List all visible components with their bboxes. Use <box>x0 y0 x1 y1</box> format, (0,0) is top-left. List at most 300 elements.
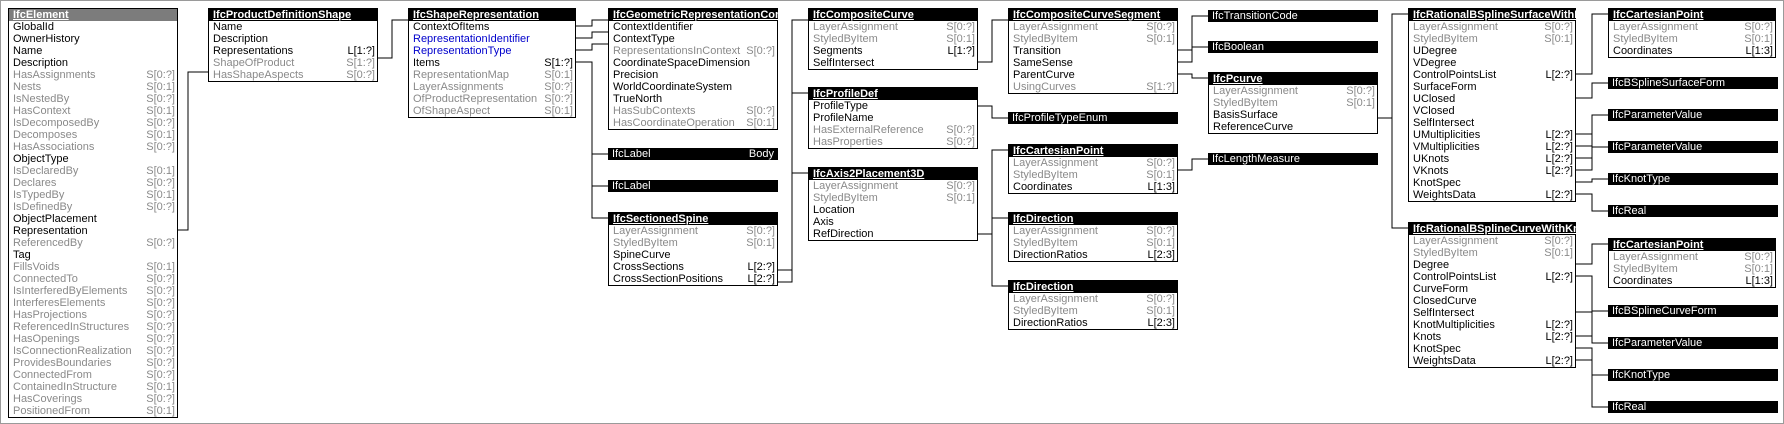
attribute-name: VMultiplicities <box>1413 141 1480 153</box>
attribute-cardinality <box>771 69 775 81</box>
attribute-name: Transition <box>1013 45 1061 57</box>
attribute-row[interactable] <box>9 153 177 165</box>
attribute-row[interactable] <box>809 45 977 57</box>
attribute-name: LayerAssignment <box>813 180 898 192</box>
attribute-row[interactable] <box>1009 69 1177 81</box>
attribute-cardinality: S[0:?] <box>1744 251 1773 263</box>
attribute-name: OwnerHistory <box>13 33 80 45</box>
attribute-row[interactable] <box>9 21 177 33</box>
attribute-row[interactable] <box>9 273 177 285</box>
type-box-real-1[interactable] <box>1608 205 1778 217</box>
attribute-name: StyledByItem <box>1013 237 1078 249</box>
entity-ifc-sectioned-spine[interactable] <box>608 212 778 286</box>
attribute-row[interactable] <box>9 225 177 237</box>
attribute-row[interactable] <box>9 129 177 141</box>
attribute-cardinality <box>171 153 175 165</box>
attribute-row[interactable] <box>9 189 177 201</box>
attribute-cardinality: S[0:?] <box>746 225 775 237</box>
attribute-cardinality <box>1569 117 1573 129</box>
type-name: IfcParameterValue <box>1612 141 1703 153</box>
attribute-row[interactable] <box>9 345 177 357</box>
attribute-cardinality: S[1:?] <box>544 57 573 69</box>
attribute-cardinality: S[0:?] <box>946 136 975 148</box>
attribute-name: RepresentationsInContext <box>613 45 741 57</box>
attribute-cardinality <box>171 249 175 261</box>
attribute-name: WeightsData <box>1413 189 1476 201</box>
entity-ifc-product-definition-shape[interactable] <box>208 8 378 82</box>
attribute-row[interactable] <box>9 357 177 369</box>
attribute-row[interactable] <box>9 141 177 153</box>
attribute-name: PositionedFrom <box>13 405 91 417</box>
attribute-row[interactable] <box>609 249 777 261</box>
attribute-row[interactable] <box>1009 225 1177 237</box>
attribute-row[interactable] <box>1409 93 1575 105</box>
attribute-cardinality <box>1569 57 1573 69</box>
attribute-name: RepresentationType <box>413 45 512 57</box>
attribute-row[interactable] <box>1409 117 1575 129</box>
attribute-name: ParentCurve <box>1013 69 1075 81</box>
attribute-row[interactable] <box>409 45 575 57</box>
attribute-row[interactable] <box>1409 319 1575 331</box>
attribute-name: TrueNorth <box>613 93 663 105</box>
attribute-row[interactable] <box>609 225 777 237</box>
attribute-name: Representations <box>213 45 294 57</box>
attribute-name: ShapeOfProduct <box>213 57 295 69</box>
attribute-row[interactable] <box>1409 165 1575 177</box>
attribute-row[interactable] <box>1409 355 1575 367</box>
attribute-row[interactable] <box>9 309 177 321</box>
type-name: IfcBoolean <box>1212 41 1264 53</box>
attribute-row[interactable] <box>1409 33 1575 45</box>
attribute-cardinality: S[0:1] <box>1346 97 1375 109</box>
attribute-cardinality: S[0:?] <box>146 309 175 321</box>
attribute-name: LayerAssignment <box>1013 225 1098 237</box>
attribute-row[interactable] <box>9 57 177 69</box>
attribute-name: StyledByItem <box>813 33 878 45</box>
attribute-cardinality: S[0:?] <box>946 21 975 33</box>
type-box-boolean[interactable] <box>1208 41 1378 53</box>
attribute-cardinality: S[0:1] <box>746 117 775 129</box>
attribute-cardinality: S[0:?] <box>1146 21 1175 33</box>
attribute-cardinality <box>971 100 975 112</box>
attribute-name: RefDirection <box>813 228 874 240</box>
attribute-cardinality: S[0:?] <box>146 393 175 405</box>
attribute-row[interactable] <box>609 21 777 33</box>
entity-ifc-profile-def[interactable] <box>808 87 978 149</box>
attribute-row[interactable] <box>9 81 177 93</box>
attribute-row[interactable] <box>9 261 177 273</box>
attribute-row[interactable] <box>1009 305 1177 317</box>
attribute-cardinality <box>971 216 975 228</box>
attribute-row[interactable] <box>1409 129 1575 141</box>
attribute-row[interactable] <box>409 105 575 117</box>
attribute-name: IsInterferedByElements <box>13 285 128 297</box>
entity-ifc-rational-bspline-surface-with-knots[interactable] <box>1408 8 1606 202</box>
attribute-cardinality: S[0:?] <box>146 141 175 153</box>
attribute-cardinality: S[0:1] <box>146 405 175 417</box>
attribute-row[interactable] <box>809 124 977 136</box>
type-name: IfcTransitionCode <box>1212 10 1298 22</box>
attribute-name: SelfIntersect <box>1413 307 1475 319</box>
attribute-row[interactable] <box>809 192 977 204</box>
attribute-name: OfShapeAspect <box>413 105 491 117</box>
attribute-row[interactable] <box>409 21 575 33</box>
attribute-name: SelfIntersect <box>813 57 875 69</box>
attribute-name: UsingCurves <box>1013 81 1076 93</box>
attribute-cardinality: S[0:?] <box>146 357 175 369</box>
attribute-cardinality <box>171 57 175 69</box>
attribute-row[interactable] <box>609 45 777 57</box>
entity-ifc-cartesian-point3[interactable] <box>1608 238 1776 288</box>
attribute-row[interactable] <box>9 69 177 81</box>
attribute-row[interactable] <box>1409 259 1575 271</box>
attribute-name: UMultiplicities <box>1413 129 1481 141</box>
attribute-cardinality: L[2:?] <box>1545 69 1573 81</box>
attribute-row[interactable] <box>1609 45 1775 57</box>
attribute-row[interactable] <box>1209 85 1377 97</box>
attribute-cardinality: S[0:?] <box>146 345 175 357</box>
attribute-name: LayerAssignment <box>1413 21 1498 33</box>
attribute-cardinality: S[0:1] <box>146 189 175 201</box>
attribute-cardinality: S[0:1] <box>946 192 975 204</box>
attribute-row[interactable] <box>609 69 777 81</box>
attribute-name: KnotMultiplicities <box>1413 319 1495 331</box>
attribute-name: LayerAssignment <box>1013 157 1098 169</box>
attribute-name: CurveForm <box>1413 283 1469 295</box>
attribute-name: LayerAssignment <box>1013 21 1098 33</box>
attribute-name: Axis <box>813 216 834 228</box>
attribute-row[interactable] <box>9 369 177 381</box>
entity-ifc-composite-curve[interactable] <box>808 8 978 70</box>
type-box-length-measure[interactable] <box>1208 153 1378 165</box>
entity-title: IfcRationalBSplineCurveWithKnots <box>1409 223 1575 235</box>
attribute-name: LayerAssignment <box>1213 85 1298 97</box>
attribute-row[interactable] <box>809 228 977 240</box>
entity-title: IfcGeometricRepresentationContext <box>609 9 777 21</box>
attribute-name: VDegree <box>1413 57 1457 69</box>
type-box-bspline-curve-form[interactable] <box>1608 305 1778 317</box>
type-box-knot-type-1[interactable] <box>1608 173 1778 185</box>
attribute-cardinality <box>771 57 775 69</box>
type-box-parameter-value-2[interactable] <box>1608 141 1778 153</box>
attribute-row[interactable] <box>1409 283 1575 295</box>
attribute-row[interactable] <box>1409 331 1575 343</box>
attribute-name: InterferesElements <box>13 297 106 309</box>
attribute-row[interactable] <box>1409 177 1575 189</box>
entity-ifc-cartesian-point2[interactable] <box>1608 8 1776 58</box>
attribute-row[interactable] <box>9 105 177 117</box>
attribute-cardinality: S[0:1] <box>146 381 175 393</box>
attribute-row[interactable] <box>609 273 777 285</box>
attribute-row[interactable] <box>1009 157 1177 169</box>
attribute-name: CoordinateSpaceDimension <box>613 57 750 69</box>
attribute-row[interactable] <box>609 237 777 249</box>
attribute-row[interactable] <box>1009 181 1177 193</box>
attribute-row[interactable] <box>409 33 575 45</box>
entity-title: IfcCompositeCurve <box>809 9 977 21</box>
attribute-row[interactable] <box>1609 251 1775 263</box>
attribute-row[interactable] <box>9 177 177 189</box>
attribute-row[interactable] <box>9 33 177 45</box>
type-box-transition-code[interactable] <box>1208 10 1378 22</box>
attribute-name: Name <box>13 45 43 57</box>
attribute-row[interactable] <box>609 57 777 69</box>
attribute-row[interactable] <box>809 112 977 124</box>
attribute-name: Location <box>813 204 855 216</box>
attribute-cardinality: L[2:3] <box>1147 249 1175 261</box>
type-box-parameter-value-3[interactable] <box>1608 337 1778 349</box>
attribute-row[interactable] <box>409 81 575 93</box>
entity-ifc-direction2[interactable] <box>1008 280 1178 330</box>
attribute-row[interactable] <box>1209 97 1377 109</box>
attribute-name: GlobalId <box>13 21 54 33</box>
attribute-row[interactable] <box>9 405 177 417</box>
type-name: IfcLabel <box>612 180 651 192</box>
type-name: IfcKnotType <box>1612 369 1671 381</box>
attribute-name: StyledByItem <box>813 192 878 204</box>
type-box-knot-type-2[interactable] <box>1608 369 1778 381</box>
attribute-name: ProfileName <box>813 112 874 124</box>
attribute-name: ProfileType <box>813 100 869 112</box>
entity-title: IfcAxis2Placement3D <box>809 168 977 180</box>
attribute-row[interactable] <box>9 333 177 345</box>
attribute-row[interactable] <box>9 381 177 393</box>
attribute-row[interactable] <box>9 249 177 261</box>
attribute-row[interactable] <box>409 57 575 69</box>
attribute-cardinality: S[0:?] <box>946 124 975 136</box>
attribute-row[interactable] <box>1009 237 1177 249</box>
entity-title: IfcProfileDef <box>809 88 977 100</box>
attribute-cardinality: S[0:?] <box>1744 21 1773 33</box>
attribute-row[interactable] <box>1009 293 1177 305</box>
entity-ifc-rational-bspline-curve-with-knots[interactable] <box>1408 222 1597 368</box>
attribute-name: LayerAssignment <box>813 21 898 33</box>
attribute-row[interactable] <box>9 393 177 405</box>
entity-ifc-cartesian-point1[interactable] <box>1008 144 1178 194</box>
attribute-name: Name <box>213 21 243 33</box>
attribute-row[interactable] <box>9 117 177 129</box>
attribute-row[interactable] <box>1009 249 1177 261</box>
attribute-row[interactable] <box>1409 153 1575 165</box>
attribute-row[interactable] <box>609 81 777 93</box>
attribute-name: HasAssociations <box>13 141 95 153</box>
attribute-row[interactable] <box>609 261 777 273</box>
type-box-parameter-value-1[interactable] <box>1608 109 1778 121</box>
attribute-row[interactable] <box>809 136 977 148</box>
attribute-row[interactable] <box>809 57 977 69</box>
attribute-name: ProvidesBoundaries <box>13 357 112 369</box>
attribute-row[interactable] <box>1409 81 1575 93</box>
attribute-cardinality: L[2:?] <box>1545 319 1573 331</box>
attribute-cardinality <box>171 45 175 57</box>
entity-title: IfcPcurve <box>1209 73 1377 85</box>
type-value: Body <box>748 148 774 160</box>
entity-ifc-composite-curve-segment[interactable] <box>1008 8 1178 94</box>
attribute-name: StyledByItem <box>1613 33 1678 45</box>
entity-title: IfcRationalBSplineSurfaceWithKnots <box>1409 9 1575 21</box>
attribute-cardinality <box>1569 343 1573 355</box>
type-name: IfcReal <box>1612 205 1647 217</box>
attribute-cardinality <box>371 33 375 45</box>
entity-ifc-shape-representation[interactable] <box>408 8 576 118</box>
attribute-cardinality: S[0:?] <box>1544 235 1573 247</box>
attribute-name: ClosedCurve <box>1413 295 1477 307</box>
attribute-name: HasProperties <box>813 136 883 148</box>
attribute-row[interactable] <box>809 216 977 228</box>
entity-title: IfcDirection <box>1009 281 1177 293</box>
attribute-cardinality: S[0:?] <box>146 69 175 81</box>
attribute-name: ObjectPlacement <box>13 213 97 225</box>
attribute-cardinality: L[2:?] <box>1545 165 1573 177</box>
attribute-name: Nests <box>13 81 42 93</box>
attribute-name: HasOpenings <box>13 333 80 345</box>
attribute-cardinality <box>1371 121 1375 133</box>
type-box-profile-type-enum[interactable] <box>1008 112 1178 124</box>
attribute-cardinality: S[0:1] <box>544 69 573 81</box>
attribute-row[interactable] <box>1409 189 1575 201</box>
attribute-row[interactable] <box>9 297 177 309</box>
attribute-row[interactable] <box>1609 263 1775 275</box>
type-box-bspline-surface-form[interactable] <box>1608 77 1778 89</box>
attribute-row[interactable] <box>1009 317 1177 329</box>
attribute-cardinality <box>569 45 573 57</box>
attribute-row[interactable] <box>809 33 977 45</box>
attribute-cardinality: L[2:?] <box>1545 355 1573 367</box>
attribute-row[interactable] <box>9 93 177 105</box>
attribute-name: IsNestedBy <box>13 93 70 105</box>
attribute-row[interactable] <box>1409 271 1575 283</box>
type-name: IfcKnotType <box>1612 173 1671 185</box>
type-box-label-plain[interactable] <box>608 180 778 192</box>
attribute-cardinality: S[0:1] <box>146 81 175 93</box>
attribute-row[interactable] <box>9 321 177 333</box>
attribute-cardinality: S[0:1] <box>146 261 175 273</box>
attribute-name: ConnectedFrom <box>13 369 92 381</box>
attribute-name: Description <box>13 57 69 69</box>
attribute-row[interactable] <box>609 105 777 117</box>
attribute-name: LayerAssignment <box>1413 235 1498 247</box>
attribute-row[interactable] <box>809 204 977 216</box>
attribute-row[interactable] <box>1409 21 1575 33</box>
attribute-name: UDegree <box>1413 45 1458 57</box>
attribute-row[interactable] <box>409 69 575 81</box>
type-name: IfcParameterValue <box>1612 109 1703 121</box>
attribute-cardinality: S[0:1] <box>1744 263 1773 275</box>
attribute-row[interactable] <box>1409 295 1575 307</box>
attribute-row[interactable] <box>809 100 977 112</box>
attribute-row[interactable] <box>809 180 977 192</box>
attribute-cardinality <box>1569 45 1573 57</box>
attribute-row[interactable] <box>1609 21 1775 33</box>
attribute-name: ControlPointsList <box>1413 69 1497 81</box>
attribute-row[interactable] <box>209 21 377 33</box>
attribute-name: StyledByItem <box>1013 169 1078 181</box>
attribute-name: Segments <box>813 45 863 57</box>
attribute-row[interactable] <box>1409 307 1575 319</box>
attribute-cardinality: S[0:1] <box>1544 247 1573 259</box>
attribute-cardinality: S[0:1] <box>544 105 573 117</box>
entity-title: IfcShapeRepresentation <box>409 9 575 21</box>
attribute-row[interactable] <box>1009 21 1177 33</box>
attribute-row[interactable] <box>809 21 977 33</box>
attribute-row[interactable] <box>209 69 377 81</box>
attribute-row[interactable] <box>1409 141 1575 153</box>
attribute-name: UKnots <box>1413 153 1450 165</box>
attribute-row[interactable] <box>9 285 177 297</box>
entity-title: IfcSectionedSpine <box>609 213 777 225</box>
attribute-row[interactable] <box>1409 69 1575 81</box>
attribute-name: CrossSectionPositions <box>613 273 724 285</box>
attribute-row[interactable] <box>1009 33 1177 45</box>
attribute-row[interactable] <box>209 33 377 45</box>
attribute-cardinality: L[1:?] <box>947 45 975 57</box>
attribute-cardinality: S[0:1] <box>1146 169 1175 181</box>
attribute-row[interactable] <box>1409 45 1575 57</box>
attribute-row[interactable] <box>1009 45 1177 57</box>
attribute-row[interactable] <box>1609 275 1775 287</box>
attribute-name: LayerAssignment <box>1613 251 1698 263</box>
entity-ifc-axis2-placement3-d[interactable] <box>808 167 978 241</box>
attribute-row[interactable] <box>1209 121 1377 133</box>
attribute-cardinality: S[0:?] <box>746 45 775 57</box>
attribute-row[interactable] <box>1209 109 1377 121</box>
type-box-real-2[interactable] <box>1608 401 1778 413</box>
attribute-cardinality: S[0:1] <box>146 105 175 117</box>
attribute-row[interactable] <box>609 93 777 105</box>
attribute-row[interactable] <box>609 117 777 129</box>
attribute-row[interactable] <box>209 57 377 69</box>
attribute-row[interactable] <box>1409 105 1575 117</box>
attribute-name: ConnectedTo <box>13 273 78 285</box>
attribute-row[interactable] <box>9 213 177 225</box>
attribute-row[interactable] <box>409 93 575 105</box>
attribute-cardinality: S[0:?] <box>544 81 573 93</box>
entity-ifc-element[interactable] <box>8 8 178 418</box>
attribute-cardinality: S[0:?] <box>946 180 975 192</box>
attribute-row[interactable] <box>1409 235 1575 247</box>
entity-ifc-geometric-representation-context[interactable] <box>608 8 802 130</box>
type-name: IfcProfileTypeEnum <box>1012 112 1108 124</box>
attribute-row[interactable] <box>9 237 177 249</box>
attribute-row[interactable] <box>1009 81 1177 93</box>
attribute-row[interactable] <box>1409 57 1575 69</box>
attribute-row[interactable] <box>1609 33 1775 45</box>
attribute-row[interactable] <box>9 201 177 213</box>
entity-ifc-direction1[interactable] <box>1008 212 1178 262</box>
attribute-name: StyledByItem <box>613 237 678 249</box>
attribute-row[interactable] <box>1009 169 1177 181</box>
attribute-name: HasExternalReference <box>813 124 924 136</box>
attribute-row[interactable] <box>609 33 777 45</box>
attribute-cardinality <box>771 93 775 105</box>
attribute-row[interactable] <box>9 165 177 177</box>
attribute-name: StyledByItem <box>1413 247 1478 259</box>
attribute-row[interactable] <box>1409 343 1575 355</box>
attribute-row[interactable] <box>1009 57 1177 69</box>
attribute-cardinality <box>1569 307 1573 319</box>
attribute-row[interactable] <box>9 45 177 57</box>
attribute-row[interactable] <box>209 45 377 57</box>
attribute-name: Coordinates <box>1613 45 1673 57</box>
entity-ifc-pcurve[interactable] <box>1208 72 1378 134</box>
attribute-cardinality: S[0:?] <box>146 201 175 213</box>
type-box-label-body[interactable] <box>608 148 778 160</box>
type-name: IfcBSplineSurfaceForm <box>1612 77 1726 89</box>
attribute-cardinality: L[2:?] <box>1545 331 1573 343</box>
attribute-row[interactable] <box>1409 247 1575 259</box>
attribute-name: ReferencedBy <box>13 237 83 249</box>
attribute-name: StyledByItem <box>1013 305 1078 317</box>
